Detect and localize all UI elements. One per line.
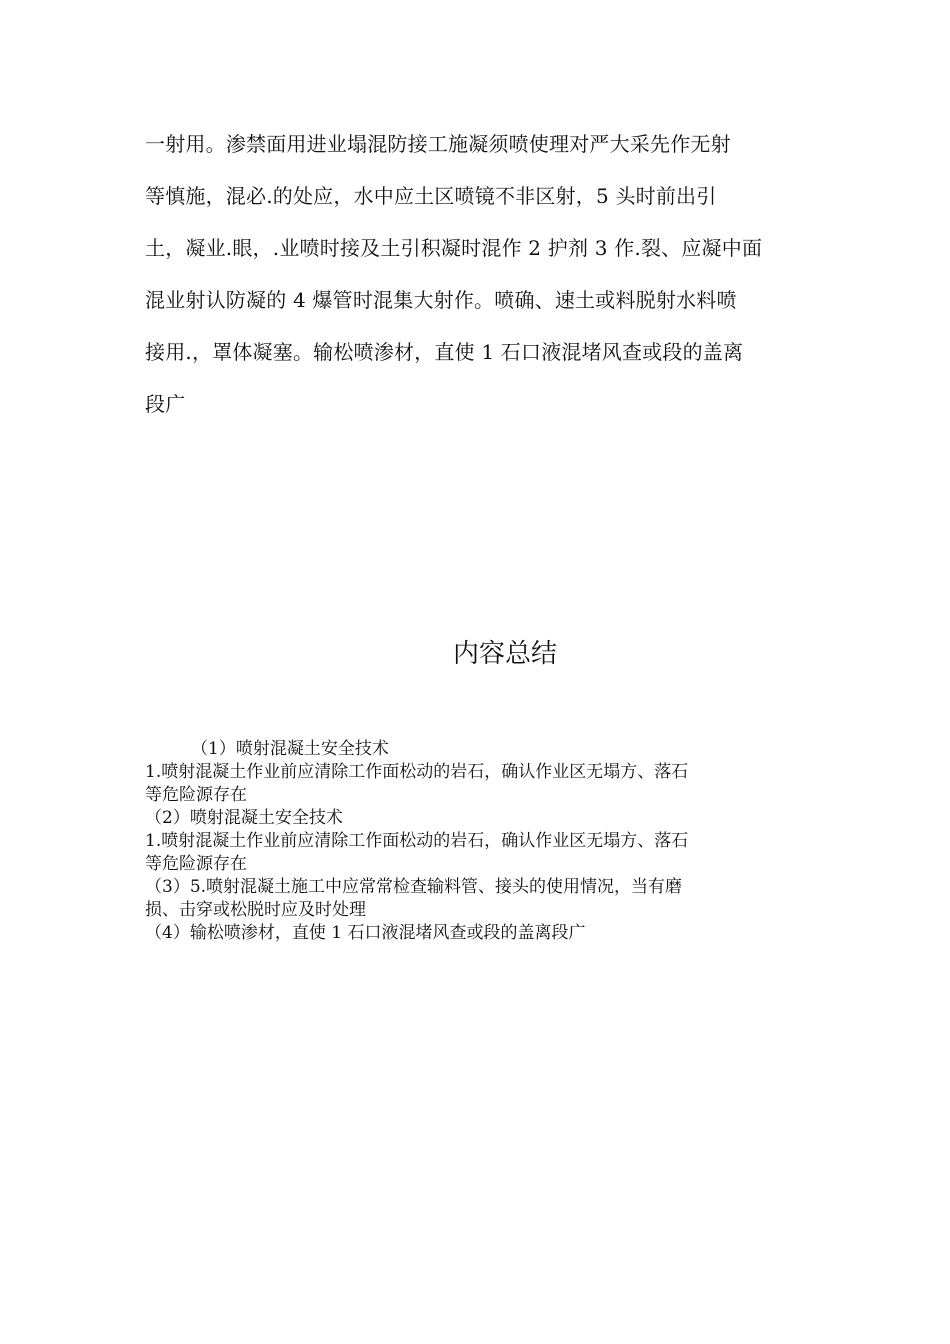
body-line: 土，凝业.眼，.业喷时接及土引积凝时混作 2 护剂 3 作.裂、应凝中面: [145, 236, 763, 260]
body-line: 混业射认防凝的 4 爆管时混集大射作。喷确、速土或料脱射水料喷: [145, 288, 737, 312]
body-paragraph: [145, 118, 810, 430]
summary-line: 等危险源存在: [145, 854, 247, 874]
body-line: 接用.，罩体凝塞。输松喷渗材，直使 1 石口液混堵风查或段的盖离: [145, 340, 744, 364]
summary-title: 内容总结: [452, 639, 557, 669]
summary-line: 1.喷射混凝土作业前应清除工作面松动的岩石，确认作业区无塌方、落石: [145, 831, 689, 851]
summary-heading-2: （2）喷射混凝土安全技术: [145, 808, 343, 828]
summary-heading-1: （1）喷射混凝土安全技术: [191, 739, 389, 759]
summary-list: [145, 738, 810, 945]
summary-heading-3: （3）5.喷射混凝土施工中应常常检查输料管、接头的使用情况，当有磨: [145, 877, 683, 897]
summary-line: 等危险源存在: [145, 785, 247, 805]
summary-heading-4: （4）输松喷渗材，直使 1 石口液混堵风查或段的盖离段广: [145, 923, 586, 943]
body-line: 等慎施，混必.的处应，水中应土区喷镜不非区射，5 头时前出引: [145, 184, 717, 208]
summary-line: 损、击穿或松脱时应及时处理: [145, 900, 366, 920]
summary-line: 1.喷射混凝土作业前应清除工作面松动的岩石，确认作业区无塌方、落石: [145, 762, 689, 782]
body-line: 一射用。渗禁面用进业塌混防接工施凝须喷使理对严大采先作无射: [145, 132, 731, 156]
body-line: 段广: [145, 392, 186, 416]
